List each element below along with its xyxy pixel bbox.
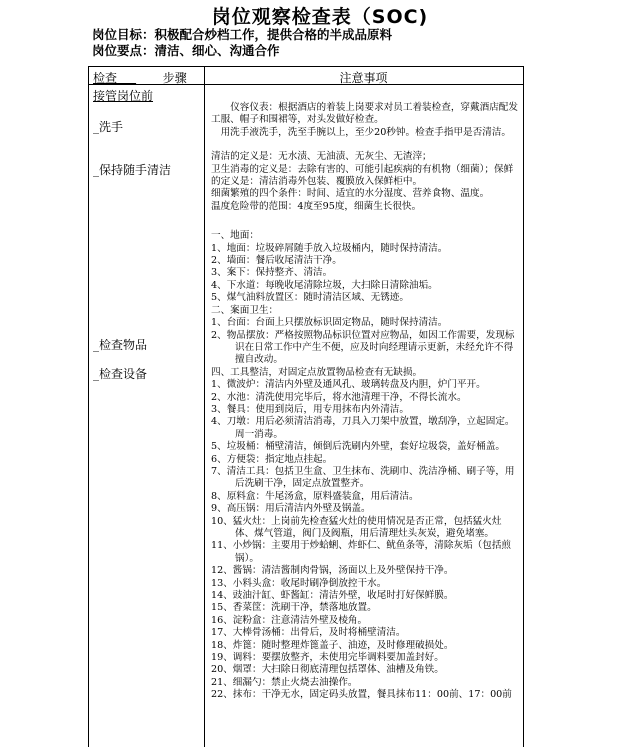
step-keep-clean: _保持随手清洁 xyxy=(93,163,172,177)
note-item: 1、地面：垃圾碎屑随手放入垃圾桶内，随时保持清洁。 xyxy=(211,242,448,254)
step-check-equipment: _检查设备 xyxy=(93,367,148,381)
note-handwash: 用洗手液洗手，洗至手腕以上，至少20秒钟。检查手指甲是否清洁。 xyxy=(220,126,512,138)
note-item: 10、猛火灶：上岗前先检查猛火灶的使用情况是否正常，包括猛火灶体、煤气管道，阀门及阀瓶，用后清理灶头灰炭，避免堵塞。 xyxy=(211,515,502,539)
column-divider xyxy=(204,67,205,747)
note-item: 15、香菜筐：洗刷干净，禁落地放置。 xyxy=(211,602,377,614)
position-goal: 岗位目标：积极配合炒档工作，提供合格的半成品原料 xyxy=(92,27,393,42)
document-title: 岗位观察检查表（SOC) xyxy=(211,6,429,28)
header-notes: 注意事项 xyxy=(339,71,388,85)
note-item: 19、调料：要摆放整齐，未使用完毕调料要加盖封好。 xyxy=(211,652,444,664)
note-item: 14、豉油汁缸、虾酱缸：清洁外壁，收尾时打好保鲜膜。 xyxy=(211,590,454,602)
note-item: 2、墙面：餐后收尾清洁干净。 xyxy=(211,255,342,267)
note-item: 2、物品摆放：严格按照物品标识位置对应物品，如因工作需要，发现标识在日常工作中产生不便，应及时向经理请示更新，未经允许不得擅自改动。 xyxy=(211,329,515,366)
note-item: 2、水池：清洗使用完毕后，将水池清理干净，不得长流水。 xyxy=(211,391,467,403)
note-item: 11、小炒锅：主要用于炒蛤蜊、炸虾仁、鱿鱼条等，清除灰垢（包括煎锅）。 xyxy=(211,540,512,564)
header-check-label: 检查 xyxy=(93,71,118,85)
note-clean-definition: 清洁的定义是：无水渍、无油渍、无灰尘、无渣滓； xyxy=(211,151,432,163)
step-wash-hands: _洗手 xyxy=(93,120,124,134)
note-item: 18、炸篦：随时整理炸篦盖子、油迹，及时修理破损处。 xyxy=(211,639,454,651)
note-item: 二、案面卫生： xyxy=(211,304,279,316)
note-item: 1、微波炉：清洁内外壁及通风孔、玻璃转盘及内胆，炉门平开。 xyxy=(211,379,486,391)
note-item: 12、酱锅：清洁酱制肉骨锅，汤面以上及外壁保持干净。 xyxy=(211,565,454,577)
note-sanitize-definition: 卫生消毒的定义是：去除有害的、可能引起疾病的有机物（细菌）；保鲜的定义是：清洁消毒外包装、覆膜放入保鲜柜中。 xyxy=(211,163,514,188)
step-check-items: _检查物品 xyxy=(93,338,148,352)
note-danger-zone: 温度危险带的范围：4度至95度，细菌生长很快。 xyxy=(211,200,422,212)
note-item: 4、下水道：每晚收尾清除垃圾，大扫除日清除油垢。 xyxy=(211,279,438,291)
step-before-shift: 接管岗位前 xyxy=(93,89,154,103)
note-item: 13、小料头盒：收尾时刷净倒放控干水。 xyxy=(211,577,387,589)
header-check-steps xyxy=(93,69,187,86)
note-item: 8、原料盒：牛尾汤盒，原料盛装盒，用后清洁。 xyxy=(211,490,419,502)
note-item: 21、细漏勺：禁止火烧去油操作。 xyxy=(211,676,358,688)
note-item: 7、清洁工具：包括卫生盒、卫生抹布、洗刷巾、洗洁净桶、刷子等，用后洗刷干净，固定点放置整齐。 xyxy=(211,465,515,490)
note-item: 22、抹布：干净无水，固定码头放置，餐具抹布11：00前、17：00前 xyxy=(211,689,512,701)
header-steps-label: 步骤 xyxy=(162,71,187,85)
note-item: 5、煤气油料放置区：随时清洁区域、无锈迹。 xyxy=(211,292,409,304)
note-item: 17、大棒骨汤桶：出骨后，及时将桶壁清洁。 xyxy=(211,627,406,639)
notes-column xyxy=(211,102,519,702)
note-item: 4、刀墩：用后必须清洁消毒，刀具入刀架中放置，墩刮净，立起固定。周一消毒。 xyxy=(211,416,515,440)
note-item: 16、淀粉盒：注意清洁外壁及棱角。 xyxy=(211,614,368,626)
note-item: 3、案下：保持整齐、清洁。 xyxy=(211,267,333,279)
note-bacteria-conditions: 细菌繁殖的四个条件：时间、适宜的水分湿度、营养食物、温度。 xyxy=(211,188,490,200)
note-dress-code: 仪容仪表：根据酒店的着装上岗要求对员工着装检查，穿戴酒店配发工服、帽子和围裙等，对头发做好检查。 xyxy=(211,102,518,126)
note-item: 20、烟罩：大扫除日彻底清理包括罩体、油槽及角铁。 xyxy=(211,664,444,676)
note-item: 5、垃圾桶：桶壁清洁，倾倒后洗刷内外壁，套好垃圾袋，盖好桶盖。 xyxy=(211,441,505,453)
note-item: 9、高压锅：用后清洁内外壁及锅盖。 xyxy=(211,503,371,515)
note-item: 1、台面：台面上只摆放标识固定物品，随时保持清洁。 xyxy=(211,317,448,329)
position-key-points: 岗位要点：清洁、细心、沟通合作 xyxy=(92,43,280,58)
soc-table xyxy=(88,66,524,747)
note-item: 6、方便袋：指定地点挂起。 xyxy=(211,453,333,465)
note-item: 四、工具整洁，对固定点放置物品检查有无缺损。 xyxy=(211,366,423,378)
note-item: 一、地面： xyxy=(211,230,259,242)
note-item: 3、餐具：使用到岗后，用专用抹布内外清洁。 xyxy=(211,403,409,415)
